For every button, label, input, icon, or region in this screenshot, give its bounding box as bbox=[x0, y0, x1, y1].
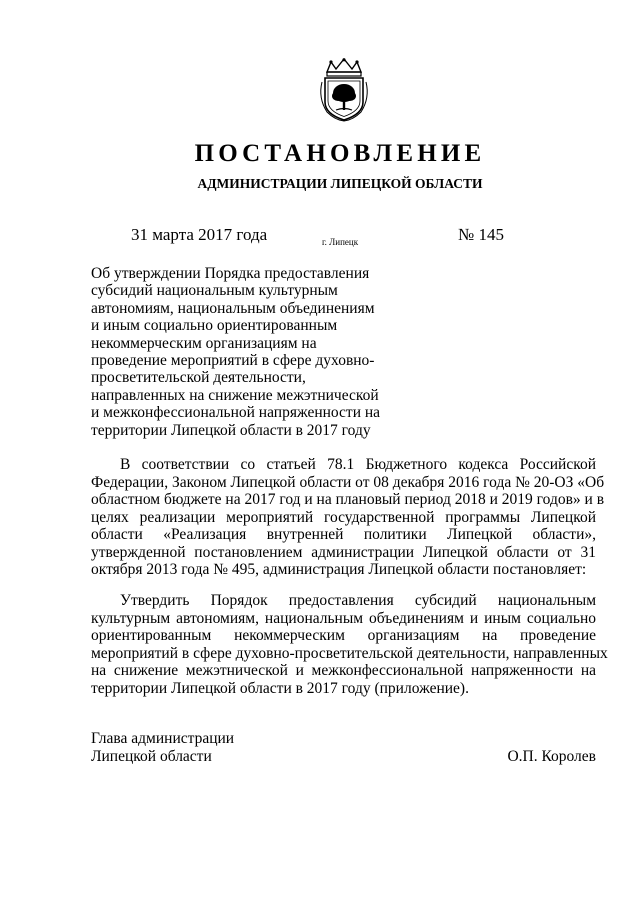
document-subject bbox=[91, 265, 391, 439]
document-date: 31 марта 2017 года bbox=[131, 225, 268, 244]
paragraph-line: целях реализации мероприятий государственной программы Липецкой bbox=[91, 508, 596, 526]
signatory-name: О.П. Королев bbox=[507, 748, 596, 765]
paragraph-line: утвержденной постановлением администрации Липецкой области от 31 bbox=[91, 543, 596, 561]
subject-line: просветительской деятельности, bbox=[91, 369, 306, 387]
document-subtitle: АДМИНИСТРАЦИИ ЛИПЕЦКОЙ ОБЛАСТИ bbox=[197, 176, 483, 191]
document-city: г. Липецк bbox=[322, 237, 359, 247]
subject-line: направленных на снижение межэтнической bbox=[91, 386, 379, 404]
signatory-position-line: Глава администрации bbox=[91, 730, 235, 747]
body-paragraph-resolution bbox=[91, 592, 608, 697]
paragraph-line: В соответствии со статьей 78.1 Бюджетного кодекса Российской bbox=[120, 456, 596, 473]
document-title: ПОСТАНОВЛЕНИЕ bbox=[194, 140, 486, 167]
subject-line: территории Липецкой области в 2017 году bbox=[91, 421, 371, 439]
subject-line: субсидий национальным культурным bbox=[91, 282, 338, 300]
subject-line: некоммерческим организациям на bbox=[91, 334, 317, 352]
paragraph-line: ориентированным некоммерческим организациям на проведение bbox=[91, 627, 596, 644]
body-paragraph-preamble bbox=[91, 456, 605, 579]
paragraph-line: Утвердить Порядок предоставления субсидий национальным bbox=[120, 592, 596, 609]
signatory-position-line: Липецкой области bbox=[91, 747, 212, 765]
subject-line: Об утверждении Порядка предоставления bbox=[91, 265, 370, 282]
paragraph-line: октября 2013 года № 495, администрация Липецкой области постановляет: bbox=[91, 561, 587, 578]
paragraph-line: области «Реализация внутренней политики Липецкой области», bbox=[91, 526, 596, 543]
lipetsk-coat-of-arms-icon bbox=[317, 58, 371, 122]
paragraph-line: мероприятий в сфере духовно-просветительской деятельности, направленных bbox=[91, 644, 608, 662]
paragraph-line: Федерации, Законом Липецкой области от 08 декабря 2016 года № 20-ОЗ «Об bbox=[91, 473, 605, 491]
paragraph-line: на снижение межэтнической и межконфессиональной напряженности на bbox=[91, 662, 596, 679]
subject-line: и межконфессиональной напряженности на bbox=[91, 404, 381, 422]
subject-line: проведение мероприятий в сфере духовно- bbox=[91, 352, 375, 370]
document-number: № 145 bbox=[458, 225, 504, 244]
paragraph-line: территории Липецкой области в 2017 году (приложение). bbox=[91, 679, 469, 697]
subject-line: автономиям, национальным объединениям bbox=[91, 299, 375, 317]
paragraph-line: областном бюджете на 2017 год и на плановый период 2018 и 2019 годов» и в bbox=[91, 491, 605, 508]
subject-line: и иным социально ориентированным bbox=[91, 317, 338, 335]
paragraph-line: культурным автономиям, национальным объединениям и иным социально bbox=[91, 609, 596, 627]
signatory-position bbox=[91, 730, 234, 765]
